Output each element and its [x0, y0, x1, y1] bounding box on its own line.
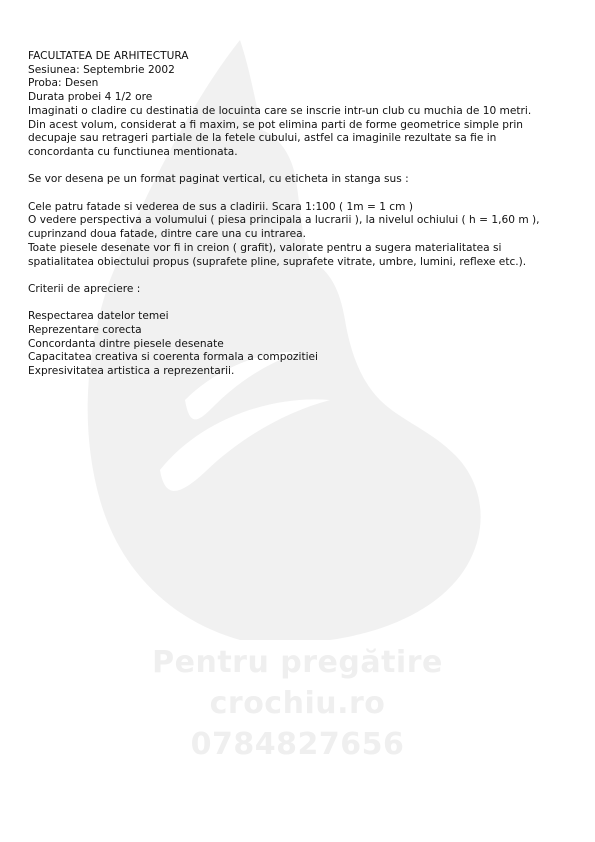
session-line: Sesiunea: Septembrie 2002 — [28, 63, 175, 76]
format-note: Se vor desena pe un format paginat vertical, cu eticheta in stanga sus : — [28, 173, 409, 186]
requirement-line: O vedere perspectiva a volumului ( piesa principala a lucrarii ), la nivelul ochiului ( h = 1,60 m ), — [28, 214, 540, 227]
task-line: decupaje sau retrageri partiale de la fetele cubului, astfel ca imaginile rezultate sa fie in — [28, 132, 497, 145]
task-line: Imaginati o cladire cu destinatia de locuinta care se inscrie intr-un club cu muchia de 10 metri. — [28, 104, 532, 117]
criteria-item: Respectarea datelor temei — [28, 310, 169, 323]
requirement-line: Toate piesele desenate vor fi in creion ( grafit), valorate pentru a sugera materialitatea si — [28, 241, 502, 254]
document-body — [28, 50, 573, 379]
requirement-line: cuprinzand doua fatade, dintre care una cu intrarea. — [28, 228, 306, 241]
task-line: concordanta cu functiunea mentionata. — [28, 145, 238, 158]
criteria-item: Capacitatea creativa si coerenta formala a compozitiei — [28, 351, 318, 364]
watermark-line-1: Pentru pregătire — [152, 645, 443, 680]
criteria-title: Criterii de apreciere : — [28, 282, 141, 295]
spacer — [28, 160, 573, 174]
exam-line: Proba: Desen — [28, 77, 99, 90]
spacer — [28, 297, 573, 311]
requirement-line: spatialitatea obiectului propus (suprafete pline, suprafete vitrate, umbre, lumini, reflexe etc.). — [28, 255, 527, 268]
requirement-line: Cele patru fatade si vederea de sus a cladirii. Scara 1:100 ( 1m = 1 cm ) — [28, 200, 413, 213]
watermark-line-3: 0784827656 — [190, 727, 405, 762]
duration-line: Durata probei 4 1/2 ore — [28, 91, 153, 104]
spacer — [28, 187, 573, 201]
criteria-item: Concordanta dintre piesele desenate — [28, 337, 224, 350]
spacer — [28, 269, 573, 283]
institution-title: FACULTATEA DE ARHITECTURA — [28, 50, 189, 62]
criteria-item: Expresivitatea artistica a reprezentarii. — [28, 365, 235, 378]
criteria-item: Reprezentare corecta — [28, 324, 142, 336]
task-line: Din acest volum, considerat a fi maxim, se pot elimina parti de forme geometrice simple prin — [28, 118, 523, 131]
watermark-line-2: crochiu.ro — [209, 686, 386, 721]
